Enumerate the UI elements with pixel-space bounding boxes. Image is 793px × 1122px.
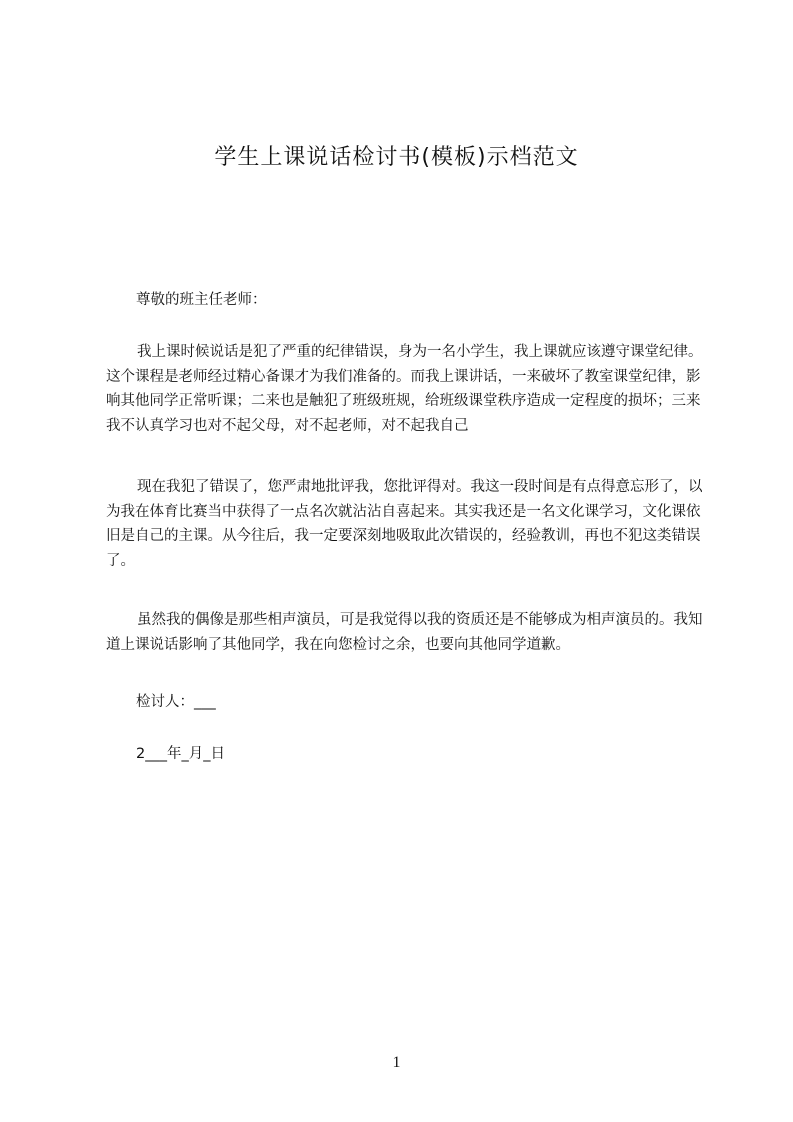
signer-line: 检讨人：___ bbox=[136, 694, 216, 710]
salutation: 尊敬的班主任老师： bbox=[136, 292, 267, 308]
paragraph-3: 虽然我的偶像是那些相声演员，可是我觉得以我的资质还是不能够成为相声演员的。我知道上课说话影响了其他同学，我在向您检讨之余，也要向其他同学道歉。 bbox=[106, 612, 703, 653]
page-number: 1 bbox=[392, 1054, 401, 1071]
paragraph-1: 我上课时候说话是犯了严重的纪律错误，身为一名小学生，我上课就应该遵守课堂纪律。这个课程是老师经过精心备课才为我们准备的。而我上课讲话，一来破坏了教室课堂纪律，影响其他同学正常听课；二来也是触犯了班级班规，给班级课堂秩序造成一定程度的损坏；三来我不认真学习也对不起父母，对不起老师，对不起我自己 bbox=[106, 344, 703, 434]
date-line: 2___年_月_日 bbox=[136, 746, 225, 762]
document-title: 学生上课说话检讨书(模板)示档范文 bbox=[214, 145, 579, 170]
paragraph-2: 现在我犯了错误了，您严肃地批评我，您批评得对。我这一段时间是有点得意忘形了，以为我在体育比赛当中获得了一点名次就沾沾自喜起来。其实我还是一名文化课学习，文化课依旧是自己的主课。从今往后，我一定要深刻地吸取此次错误的，经验教训，再也不犯这类错误了。 bbox=[106, 479, 703, 569]
